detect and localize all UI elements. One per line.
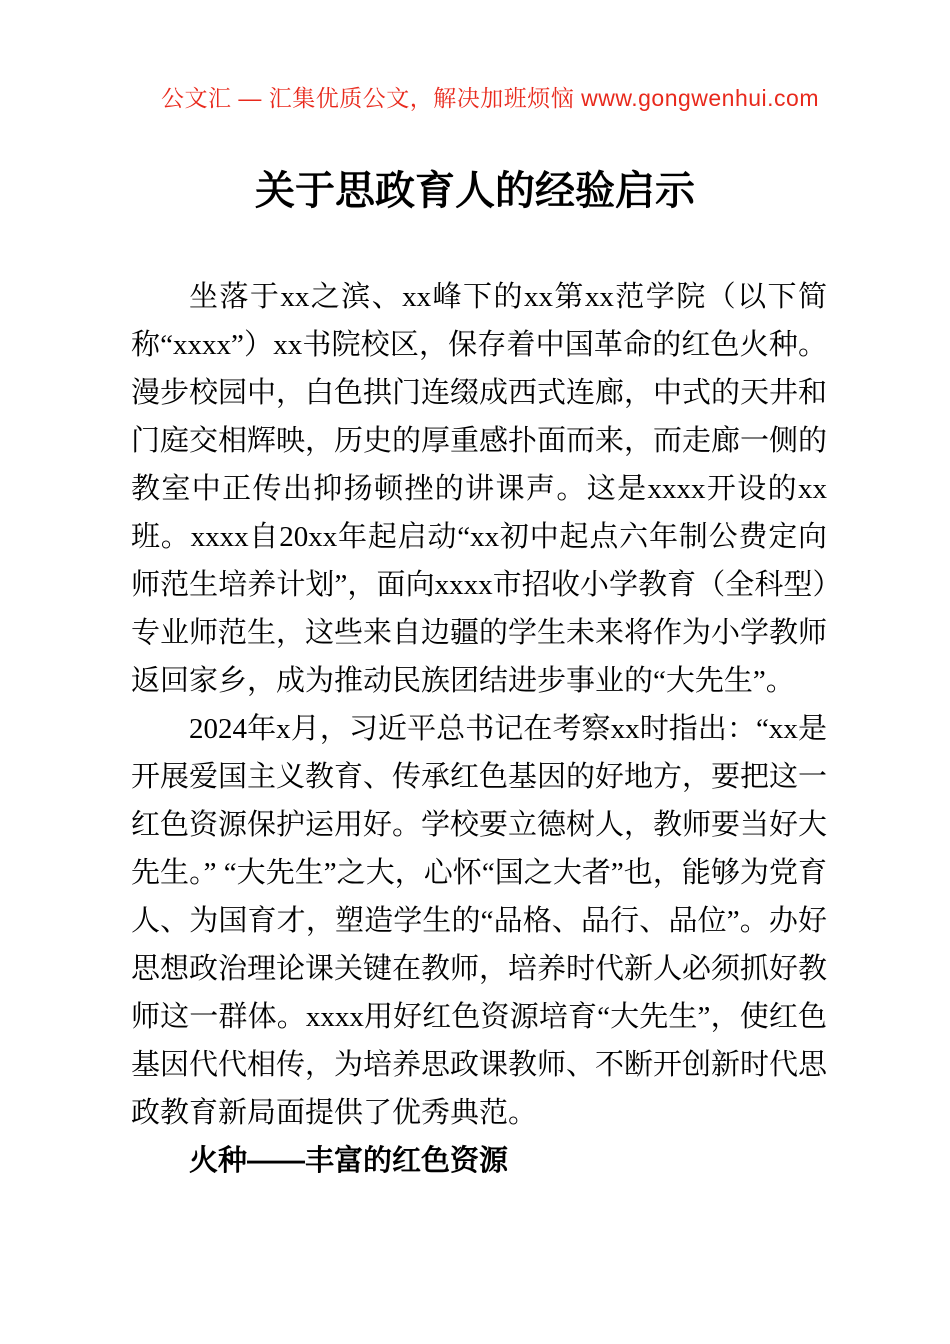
site-banner: 公文汇 — 汇集优质公文，解决加班烦恼 www.gongwenhui.com: [160, 85, 819, 111]
document-title: 关于思政育人的经验启示: [255, 169, 695, 213]
document-body: [131, 273, 827, 1137]
body-paragraph: 坐落于xx之滨、xx峰下的xx第xx范学院（以下简称“xxxx”）xx书院校区，保存着中国革命的红色火种。漫步校园中，白色拱门连缀成西式连廊，中式的天井和门庭交相辉映，历史的厚重感扑面而来，而走廊一侧的教室中正传出抑扬顿挫的讲课声。这是xxxx开设的xx班。xxxx自20xx年起启动“xx初中起点六年制公费定向师范生培养计划”，面向xxxx市招收小学教育（全科型）专业师范生，这些来自边疆的学生未来将作为小学教师返回家乡，成为推动民族团结进步事业的“大先生”。: [131, 281, 828, 697]
body-paragraph: 2024年x月，习近平总书记在考察xx时指出：“xx是开展爱国主义教育、传承红色基因的好地方，要把这一红色资源保护运用好。学校要立德树人，教师要当好大先生。” “大先生”之大，心怀“国之大者”也，能够为党育人、为国育才，塑造学生的“品格、品行、品位”。办好思想政治理论课关键在教师，培养时代新人必须抓好教师这一群体。xxxx用好红色资源培育“大先生”，使红色基因代代相传，为培养思政课教师、不断开创新时代思政教育新局面提供了优秀典范。: [131, 713, 828, 1129]
section-heading: 火种——丰富的红色资源: [189, 1145, 509, 1177]
